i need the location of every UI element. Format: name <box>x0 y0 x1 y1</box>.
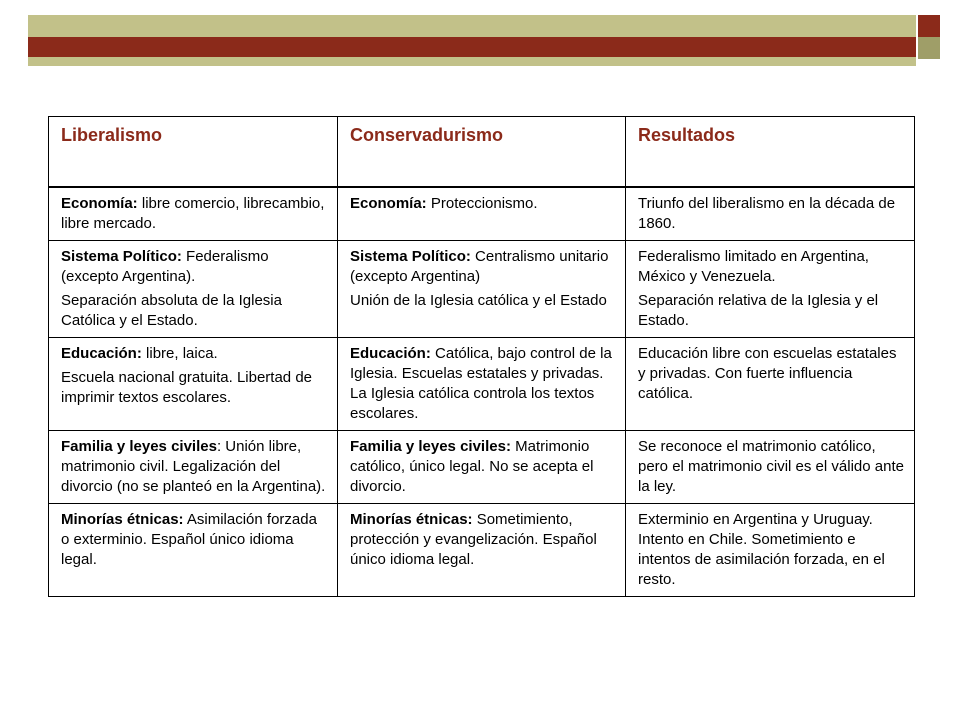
comparison-table <box>48 116 915 597</box>
cell-text: Se reconoce el matrimonio católico, pero el matrimonio civil es el válido ante la ley. <box>638 438 904 495</box>
cell-term: Economía: <box>61 195 138 212</box>
cell-paragraph <box>61 291 327 331</box>
table-header-row <box>49 117 915 187</box>
cell-term: Familia y leyes civiles <box>61 438 217 455</box>
cell-paragraph <box>61 247 327 287</box>
cell-text: Matrimonio católico, único legal. No se acepta el divorcio. <box>350 438 594 495</box>
cell-paragraph <box>638 510 904 590</box>
header-liberalismo: Liberalismo <box>49 117 338 187</box>
table-body <box>49 188 915 597</box>
table-cell <box>338 431 626 504</box>
table-row <box>49 338 915 431</box>
cell-term: Educación: <box>350 345 431 362</box>
cell-paragraph <box>638 437 904 497</box>
cell-term: Sistema Político: <box>61 248 182 265</box>
header-conservadurismo: Conservadurismo <box>338 117 626 187</box>
table-row <box>49 241 915 338</box>
cell-paragraph <box>638 344 904 404</box>
table-cell <box>626 241 915 338</box>
cell-paragraph <box>61 510 327 570</box>
corner-square-olive <box>918 37 940 59</box>
cell-paragraph <box>61 194 327 234</box>
cell-term: Sistema Político: <box>350 248 471 265</box>
cell-paragraph <box>61 368 327 408</box>
cell-term: Minorías étnicas: <box>61 511 184 528</box>
cell-text: Separación relativa de la Iglesia y el Estado. <box>638 292 879 329</box>
table-cell <box>626 338 915 431</box>
header-bar-olive-bottom <box>28 57 916 66</box>
table-cell <box>626 188 915 241</box>
cell-paragraph <box>638 194 904 234</box>
cell-term: Minorías étnicas: <box>350 511 473 528</box>
cell-text: Unión de la Iglesia católica y el Estado <box>350 292 607 309</box>
table-cell <box>626 504 915 597</box>
cell-text: libre comercio, librecambio, libre mercado. <box>61 195 325 232</box>
table-row <box>49 504 915 597</box>
cell-paragraph <box>61 344 327 364</box>
cell-paragraph <box>350 291 615 311</box>
table-cell <box>49 338 338 431</box>
cell-paragraph <box>638 291 904 331</box>
table-cell <box>338 504 626 597</box>
cell-term: Educación: <box>61 345 142 362</box>
cell-text: Centralismo unitario (excepto Argentina) <box>350 248 609 285</box>
table-cell <box>49 431 338 504</box>
cell-paragraph <box>350 437 615 497</box>
cell-text: Separación absoluta de la Iglesia Católica y el Estado. <box>61 292 282 329</box>
cell-paragraph <box>350 194 615 214</box>
cell-text: Triunfo del liberalismo en la década de 1860. <box>638 195 896 232</box>
cell-text: Proteccionismo. <box>426 195 538 212</box>
cell-term: Economía: <box>350 195 427 212</box>
cell-paragraph <box>350 247 615 287</box>
cell-text: : Unión libre, matrimonio civil. Legalización del divorcio (no se planteó en la Argentina). <box>61 438 326 495</box>
cell-text: Federalismo (excepto Argentina). <box>61 248 269 285</box>
cell-paragraph <box>61 437 327 497</box>
cell-text: Exterminio en Argentina y Uruguay. Intento en Chile. Sometimiento e intentos de asimilación forzada, en el resto. <box>638 511 885 588</box>
table-row <box>49 431 915 504</box>
header-resultados: Resultados <box>626 117 915 187</box>
table-cell <box>338 241 626 338</box>
table-cell <box>49 504 338 597</box>
cell-text: Sometimiento, protección y evangelización. Español único idioma legal. <box>350 511 597 568</box>
cell-text: Educación libre con escuelas estatales y privadas. Con fuerte influencia católica. <box>638 345 897 402</box>
header-bar-red <box>28 37 916 57</box>
cell-text: Católica, bajo control de la Iglesia. Escuelas estatales y privadas. La Iglesia católica controla los textos escolares. <box>350 345 612 422</box>
table-row <box>49 188 915 241</box>
cell-text: Escuela nacional gratuita. Libertad de imprimir textos escolares. <box>61 369 313 406</box>
header-bar-olive-top <box>28 15 916 37</box>
cell-paragraph <box>350 344 615 424</box>
cell-paragraph <box>638 247 904 287</box>
table-cell <box>338 188 626 241</box>
cell-text: Asimilación forzada o exterminio. Español único idioma legal. <box>61 511 317 568</box>
table-cell <box>626 431 915 504</box>
table-cell <box>49 188 338 241</box>
table-cell <box>49 241 338 338</box>
cell-text: Federalismo limitado en Argentina, México y Venezuela. <box>638 248 869 285</box>
corner-square-red <box>918 15 940 37</box>
cell-term: Familia y leyes civiles: <box>350 438 511 455</box>
cell-paragraph <box>350 510 615 570</box>
cell-text: libre, laica. <box>141 345 218 362</box>
table-cell <box>338 338 626 431</box>
